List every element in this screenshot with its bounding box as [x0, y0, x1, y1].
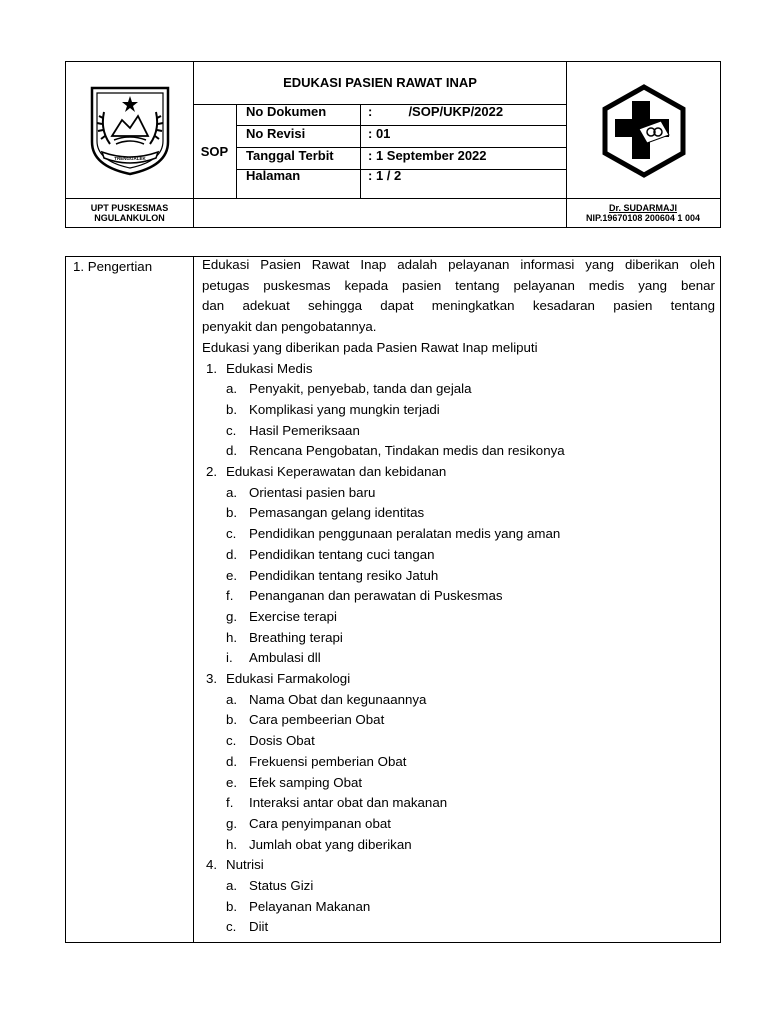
item-letter: f.	[226, 588, 234, 604]
list-item: Frekuensi pemberian Obat	[249, 753, 407, 769]
item-letter: h.	[226, 836, 238, 852]
list-item: Pemasangan gelang identitas	[249, 505, 425, 521]
list-item: Pendidikan tentang cuci tangan	[249, 546, 435, 562]
signer-nip: NIP.19670108 200604 1 004	[586, 213, 700, 223]
item-letter: b.	[226, 898, 238, 914]
item-letter: h.	[226, 629, 238, 645]
definition-line: petugas puskesmas kepada pasien tentang pelayanan medis yang benar	[202, 277, 715, 293]
list-item: Status Gizi	[249, 878, 314, 893]
row-label-halaman: Halaman	[246, 168, 301, 183]
item-letter: a.	[226, 691, 238, 707]
group-number: 3.	[206, 671, 218, 686]
item-letter: d.	[226, 753, 238, 769]
row-value-no-dokumen: : /SOP/UKP/2022	[368, 104, 504, 119]
item-letter: b.	[226, 712, 238, 728]
group-title: Edukasi Keperawatan dan kebidanan	[226, 464, 447, 479]
group-title: Edukasi Medis	[226, 360, 313, 376]
sop-header-table	[65, 61, 721, 228]
item-letter: c.	[226, 422, 237, 438]
group-number: 4.	[206, 857, 218, 873]
item-letter: a.	[226, 484, 238, 500]
list-item: Jumlah obat yang diberikan	[249, 836, 412, 852]
org-name-line1: UPT PUSKESMAS	[90, 203, 169, 213]
header-divider	[236, 104, 237, 198]
row-value-no-revisi: : 01	[368, 126, 391, 141]
item-letter: e.	[226, 567, 238, 583]
definition-line: Edukasi Pasien Rawat Inap adalah pelayanan informasi yang diberikan oleh	[202, 257, 715, 272]
list-item: Nama Obat dan kegunaannya	[249, 691, 427, 707]
signer-name: Dr. SUDARMAJI	[608, 203, 677, 213]
org-name-line2: NGULANKULON	[94, 213, 165, 223]
item-letter: g.	[226, 815, 238, 831]
list-item: Dosis Obat	[249, 733, 315, 749]
item-letter: e.	[226, 774, 238, 790]
list-item: Diit	[249, 919, 269, 935]
row-value-tanggal-terbit: : 1 September 2022	[368, 148, 487, 163]
header-divider	[66, 198, 720, 199]
section-label: 1. Pengertian	[73, 259, 153, 274]
list-item: Pendidikan penggunaan peralatan medis yang aman	[249, 526, 561, 542]
group-title: Nutrisi	[226, 857, 264, 873]
regency-seal-logo	[86, 82, 174, 183]
seal-banner-text: TRENGGALEK	[114, 156, 146, 161]
group-number: 2.	[206, 464, 218, 479]
item-letter: f.	[226, 795, 234, 811]
row-label-no-dokumen: No Dokumen	[246, 104, 327, 119]
list-item: Exercise terapi	[249, 608, 337, 624]
row-label-tanggal-terbit: Tanggal Terbit	[246, 148, 334, 163]
item-letter: i.	[226, 650, 233, 666]
list-item: Pendidikan tentang resiko Jatuh	[249, 567, 439, 583]
list-item: Cara penyimpanan obat	[249, 815, 391, 831]
content-divider	[193, 257, 194, 942]
sop-content-table	[65, 256, 721, 943]
list-item: Penyakit, penyebab, tanda dan gejala	[249, 381, 472, 397]
list-item: Orientasi pasien baru	[249, 484, 376, 500]
definition-line: penyakit dan pengobatannya.	[202, 319, 377, 335]
item-letter: g.	[226, 608, 238, 624]
item-letter: a.	[226, 381, 238, 397]
list-item: Penanganan dan perawatan di Puskesmas	[249, 588, 503, 604]
list-item: Ambulasi dll	[249, 650, 321, 666]
row-value-halaman: : 1 / 2	[368, 168, 402, 183]
list-item: Rencana Pengobatan, Tindakan medis dan resikonya	[249, 443, 565, 459]
sop-label: SOP	[200, 144, 229, 159]
item-letter: c.	[226, 733, 237, 749]
row-label-no-revisi: No Revisi	[246, 126, 306, 141]
list-item: Interaksi antar obat dan makanan	[249, 795, 448, 811]
list-item: Breathing terapi	[249, 629, 343, 645]
item-letter: a.	[226, 878, 238, 893]
list-item: Komplikasi yang mungkin terjadi	[249, 401, 440, 417]
item-letter: c.	[226, 919, 237, 935]
item-letter: c.	[226, 526, 237, 542]
item-letter: d.	[226, 443, 238, 459]
item-letter: b.	[226, 401, 238, 417]
group-title: Edukasi Farmakologi	[226, 671, 351, 686]
definition-line: dan adekuat sehingga dapat meningkatkan kesadaran pasien tentang	[202, 298, 715, 314]
list-item: Hasil Pemeriksaan	[249, 422, 360, 438]
list-item: Pelayanan Makanan	[249, 898, 371, 914]
item-letter: d.	[226, 546, 238, 562]
intro-text: Edukasi yang diberikan pada Pasien Rawat Inap meliputi	[202, 339, 538, 355]
item-letter: b.	[226, 505, 238, 521]
puskesmas-logo	[599, 83, 689, 184]
document-title: EDUKASI PASIEN RAWAT INAP	[283, 75, 477, 90]
list-item: Efek samping Obat	[249, 774, 363, 790]
list-item: Cara pembeerian Obat	[249, 712, 385, 728]
group-number: 1.	[206, 360, 218, 376]
header-divider	[360, 104, 361, 198]
